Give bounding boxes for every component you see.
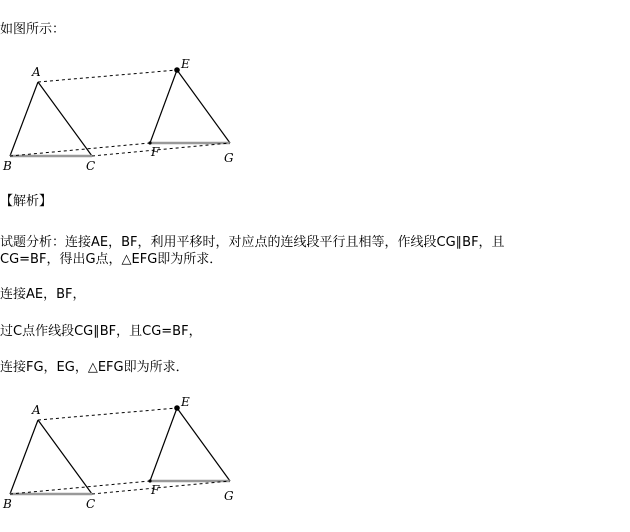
- segment-eg: [177, 408, 230, 481]
- dashed-cg: [92, 143, 230, 156]
- segment-ac: [38, 82, 92, 156]
- section-title: 【解析】: [0, 194, 53, 209]
- segment-ac: [38, 420, 92, 494]
- label-f: F: [151, 483, 160, 497]
- segment-eg: [177, 70, 230, 143]
- intro-text: 如图所示：: [0, 22, 66, 37]
- segment-ab: [10, 82, 38, 156]
- dashed-bf: [10, 143, 150, 156]
- analysis-line-1: 试题分析：连接AE，BF，利用平移时，对应点的连线段平行且相等，作线段CG∥BF，且: [0, 235, 505, 250]
- segment-ab: [10, 420, 38, 494]
- label-f: F: [151, 145, 160, 159]
- label-b: B: [3, 497, 12, 511]
- label-a: A: [32, 65, 41, 79]
- point-e-dot: [174, 405, 180, 411]
- segment-ef: [150, 70, 177, 143]
- dashed-ae: [38, 408, 177, 420]
- step-2-text: 过C点作线段CG∥BF，且CG=BF，: [0, 324, 202, 339]
- dashed-ae: [38, 70, 177, 82]
- figure-translation-solution: [0, 390, 260, 515]
- label-g: G: [224, 489, 234, 503]
- label-b: B: [3, 159, 12, 173]
- figure-translation-problem: [0, 52, 260, 177]
- label-e: E: [181, 395, 190, 409]
- analysis-line-2: CG=BF，得出G点，△EFG即为所求．: [0, 252, 223, 267]
- label-e: E: [181, 57, 190, 71]
- segment-ef: [150, 408, 177, 481]
- label-c: C: [86, 159, 96, 173]
- dashed-bf: [10, 481, 150, 494]
- label-g: G: [224, 151, 234, 165]
- label-a: A: [32, 403, 41, 417]
- point-e-dot: [174, 67, 180, 73]
- step-1-text: 连接AE，BF，: [0, 287, 86, 302]
- step-3-text: 连接FG，EG，△EFG即为所求．: [0, 360, 189, 375]
- dashed-cg: [92, 481, 230, 494]
- label-c: C: [86, 497, 96, 511]
